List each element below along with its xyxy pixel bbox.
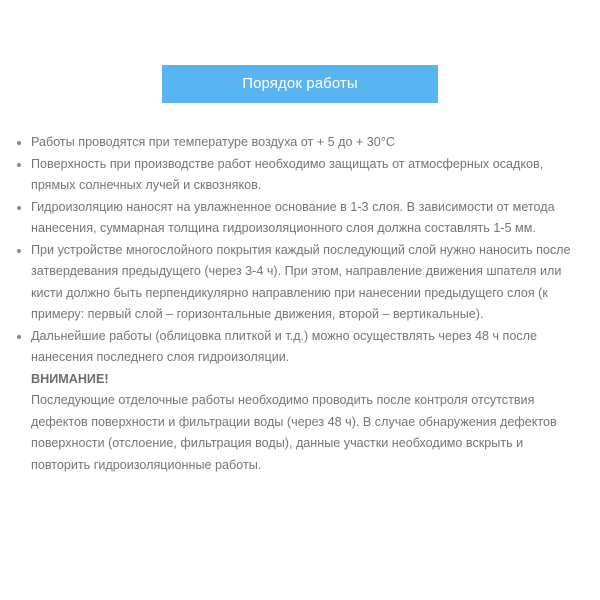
list-item [17, 132, 577, 154]
bullet-icon [17, 141, 21, 145]
list-item [17, 197, 577, 240]
warning-title: ВНИМАНИЕ! [31, 371, 109, 386]
warning-note [17, 369, 577, 477]
list-item-text: При устройстве многослойного покрытия каждый последующий слой нужно наносить после затвердевания предыдущего (через 3-4 ч). При этом, направление движения шпателя или кисти должно быть перпендикулярно направлению при нанесении предыдущего слоя (к примеру: первый слой – горизонтальные движения, второй – вертикальные). [31, 242, 571, 321]
list-item [17, 326, 577, 369]
list-item-text: Работы проводятся при температуре воздуха от + 5 до + 30°С [31, 135, 395, 149]
bullet-icon [17, 163, 21, 167]
list-item-text: Поверхность при производстве работ необходимо защищать от атмосферных осадков, прямых солнечных лучей и сквозняков. [31, 156, 544, 192]
instructions-list [17, 132, 577, 369]
instructions-content [17, 132, 577, 476]
work-order-button[interactable]: Порядок работы [162, 65, 438, 103]
bullet-icon [17, 206, 21, 210]
list-item [17, 240, 577, 326]
warning-text: Последующие отделочные работы необходимо проводить после контроля отсутствия дефектов поверхности и фильтрации воды (через 48 ч). В случае обнаружения дефектов поверхности (отслоение, фильтрация воды), данные участки необходимо вскрыть и повторить гидроизоляционные работы. [31, 393, 557, 472]
list-item-text: Гидроизоляцию наносят на увлажненное основание в 1-3 слоя. В зависимости от метода нанесения, суммарная толщина гидроизоляционного слоя должна составлять 1-5 мм. [31, 199, 555, 235]
list-item-text: Дальнейшие работы (облицовка плиткой и т.д.) можно осуществлять через 48 ч после нанесения последнего слоя гидроизоляции. [31, 328, 538, 364]
list-item [17, 154, 577, 197]
bullet-icon [17, 335, 21, 339]
bullet-icon [17, 249, 21, 253]
